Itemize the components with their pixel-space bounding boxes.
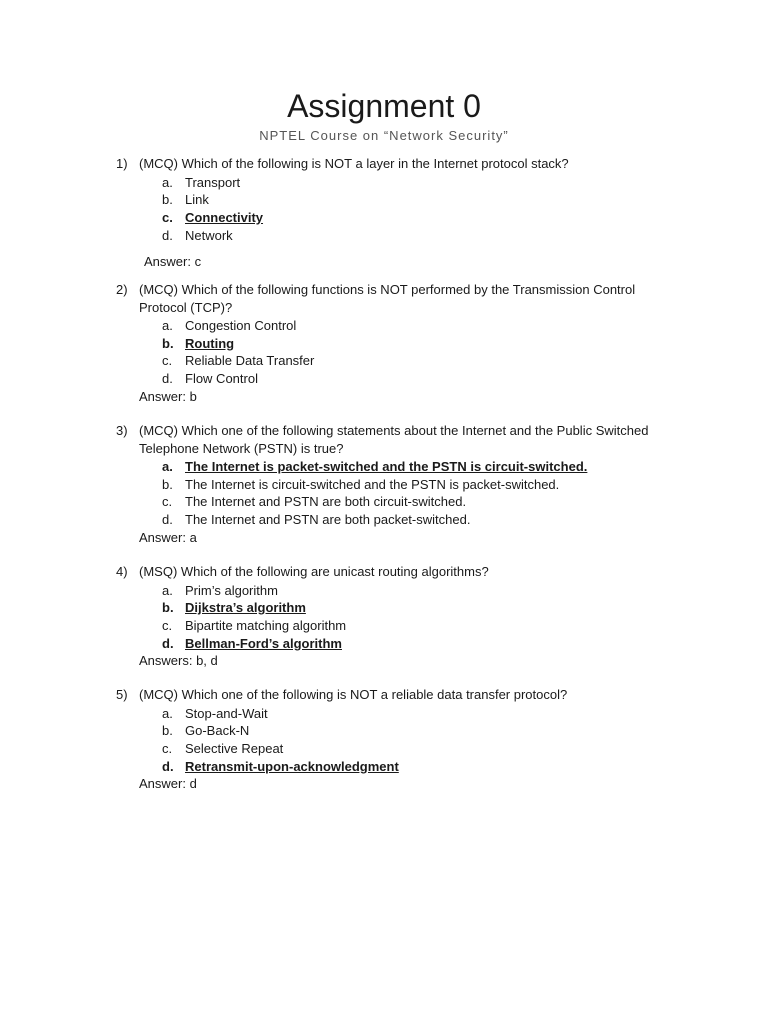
option [162, 227, 676, 245]
question-number: 5) [116, 687, 128, 702]
question-text: (MCQ) Which one of the following statements about the Internet and the Public Switched Telephone Network (PSTN) is true? [139, 423, 649, 456]
option [162, 317, 676, 335]
option-letter: d. [162, 635, 174, 651]
option-list [162, 174, 676, 245]
option [162, 740, 676, 758]
correct-option [162, 599, 676, 617]
option-text: Flow Control [185, 371, 258, 387]
option-letter: a. [162, 174, 173, 190]
option-letter: c. [162, 494, 173, 510]
correct-option [162, 758, 676, 776]
question-number: 4) [116, 564, 128, 579]
option-letter: b. [162, 335, 174, 351]
option-text: Network [185, 227, 233, 243]
option [162, 582, 676, 600]
option-text: Prim’s algorithm [185, 582, 278, 598]
option-text: Retransmit-upon-acknowledgment [185, 758, 399, 774]
option-letter: b. [162, 192, 173, 208]
option-letter: b. [162, 723, 173, 739]
option-letter: d. [162, 512, 173, 528]
option [162, 476, 676, 494]
answer-text: Answer: c [144, 254, 202, 270]
option [162, 174, 676, 192]
option-text: Stop-and-Wait [185, 705, 268, 721]
option-text: The Internet and PSTN are both circuit-switched. [185, 494, 467, 510]
question-1 [116, 155, 676, 271]
correct-option [162, 335, 676, 353]
option [162, 493, 676, 511]
answer-text: Answers: b, d [139, 653, 218, 669]
option-text: Dijkstra’s algorithm [185, 600, 306, 616]
option-text: Selective Repeat [185, 740, 284, 756]
option-letter: a. [162, 459, 173, 474]
option-text: Link [185, 192, 209, 208]
answer-text: Answer: b [139, 388, 197, 404]
question-number: 1) [116, 156, 128, 171]
question-text: (MSQ) Which of the following are unicast routing algorithms? [139, 564, 489, 579]
option [162, 191, 676, 209]
option [162, 722, 676, 740]
answer-text: Answer: d [139, 776, 197, 792]
question-text: (MCQ) Which one of the following is NOT a reliable data transfer protocol? [139, 687, 568, 702]
option-text: Transport [185, 174, 241, 190]
option-letter: d. [162, 758, 174, 774]
option-letter: b. [162, 476, 173, 492]
option-text: The Internet is packet-switched and the PSTN is circuit-switched. [185, 459, 588, 474]
option [162, 352, 676, 370]
option-letter: b. [162, 600, 174, 616]
question-3 [116, 422, 676, 546]
option-text: Routing [185, 335, 235, 351]
option-list [162, 458, 676, 529]
option [162, 511, 676, 529]
page-title: Assignment 0 [287, 88, 481, 124]
option-text: The Internet is circuit-switched and the PSTN is packet-switched. [185, 476, 560, 492]
question-2 [116, 281, 676, 405]
correct-option [162, 209, 676, 227]
question-text: (MCQ) Which of the following is NOT a layer in the Internet protocol stack? [139, 156, 569, 171]
option-letter: d. [162, 371, 173, 387]
option-list [162, 582, 676, 653]
correct-option [162, 458, 676, 476]
option-letter: c. [162, 617, 173, 633]
question-number: 3) [116, 423, 128, 438]
option-letter: d. [162, 227, 173, 243]
question-4 [116, 563, 676, 670]
option [162, 617, 676, 635]
option-text: Reliable Data Transfer [185, 353, 315, 369]
option-text: The Internet and PSTN are both packet-switched. [185, 512, 471, 528]
question-5 [116, 686, 676, 793]
question-text: (MCQ) Which of the following functions is NOT performed by the Transmission Control Protocol (TCP)? [139, 282, 636, 315]
option-letter: c. [162, 353, 173, 369]
answer-text: Answer: a [139, 529, 197, 545]
option-text: Go-Back-N [185, 723, 250, 739]
option-letter: a. [162, 318, 173, 333]
option-list [162, 705, 676, 776]
option-list [162, 317, 676, 388]
option-text: Congestion Control [185, 318, 297, 333]
option-letter: a. [162, 582, 173, 598]
correct-option [162, 635, 676, 653]
option [162, 370, 676, 388]
option-text: Bellman-Ford’s algorithm [185, 635, 342, 651]
option-letter: c. [162, 209, 173, 225]
option [162, 705, 676, 723]
page-subtitle: NPTEL Course on “Network Security” [259, 128, 509, 143]
option-letter: c. [162, 740, 173, 756]
option-text: Bipartite matching algorithm [185, 617, 347, 633]
option-letter: a. [162, 705, 173, 721]
question-number: 2) [116, 282, 128, 297]
option-text: Connectivity [185, 209, 264, 225]
